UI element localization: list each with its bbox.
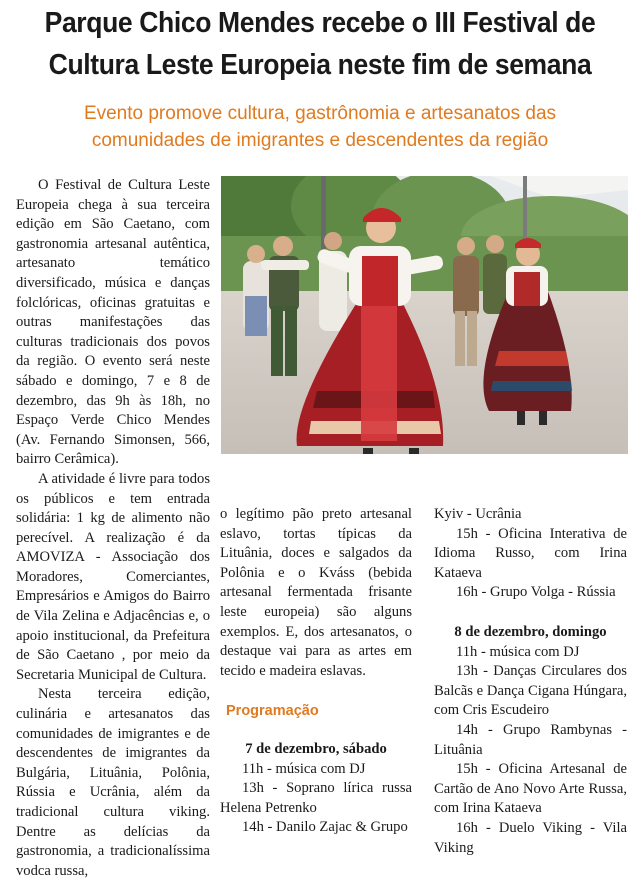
body-paragraph-1: O Festival de Cultura Leste Europeia chega à sua terceira edição em São Caetano, com gastronomia artesanal autêntica, artesanato temático diversificado, música e danças folclóricas, oficinas gratuitas e outras manifestações das culturas tradicionais dos povos da região. O evento será neste sábado e domingo, 7 e 8 de dezembro, das 9h às 18h, no Espaço Verde Chico Mendes (Av. Fernando Simonsen, 566, bairro Cerâmica).: [16, 177, 210, 468]
day2-item-2: 13h - Danças Circulares dos Balcãs e Dança Cigana Húngara, com Cris Escudeiro: [434, 663, 627, 719]
day2-item-1: 11h - música com DJ: [456, 643, 580, 660]
headline-line-1: Parque Chico Mendes recebe o III Festival de: [44, 7, 596, 39]
day1-heading: 7 de dezembro, sábado: [245, 740, 387, 757]
headline: [22, 2, 617, 86]
day2-item-4: 15h - Oficina Artesanal de Cartão de Ano Novo Arte Russa, com Irina Kataeva: [434, 761, 627, 817]
day2-item-5: 16h - Duelo Viking - Vila Viking: [434, 819, 627, 856]
body-paragraph-2: A atividade é livre para todos os públicos e tem entrada solidária: 1 kg de alimento não perecível. A realização é da AMOVIZA - Associação dos Moradores, Comerciantes, Empresários e Amigos do Bairro de Vila Zelina e Adjacências e, o apoio institucional, da Prefeitura de São Caetano , por meio da Secretaria Municipal de Cultura.: [16, 470, 210, 683]
day1-item-5: 16h - Grupo Volga - Rússia: [456, 584, 616, 601]
day1-item-3-continued: Kyiv - Ucrânia: [434, 506, 522, 522]
headline-line-2: Cultura Leste Europeia neste fim de semana: [48, 49, 592, 81]
day2-item-3: 14h - Grupo Rambynas - Lituânia: [434, 721, 627, 758]
subheadline-line-2: comunidades de imigrantes e descendentes da região: [91, 130, 549, 151]
body-paragraph-4: o legítimo pão preto artesanal eslavo, tortas típicas da Lituânia, doces e salgados da Polônia e o Kváss (bebida artesanal fermentada frisante leste europeia) são alguns exemplos. E, dos artesanatos, o destaque vai para as artes em tecido e madeira eslavas.: [220, 506, 412, 679]
day2-heading: 8 de dezembro, domingo: [454, 623, 607, 640]
day1-item-2: 13h - Soprano lírica russa Helena Petrenko: [220, 780, 412, 816]
day1-item-3: 14h - Danilo Zajac & Grupo: [242, 819, 408, 836]
column-3: [434, 505, 627, 858]
subheadline: [0, 100, 640, 154]
day1-item-1: 11h - música com DJ: [242, 760, 366, 777]
column-1: [16, 176, 210, 881]
column-2: [220, 505, 412, 838]
body-paragraph-3: Nesta terceira edição, culinária e artesanatos das comunidades de imigrantes e de descendentes de imigrantes da Bulgária, Lituânia, Polônia, Rússia e Ucrânia, além da tradicional cultura viking. Dentre as delícias da gastronomia, a tradicionalíssima vodca russa,: [16, 686, 210, 879]
folk-dancers-photo: [221, 176, 628, 454]
subheadline-line-1: Evento promove cultura, gastrônomia e artesanatos das: [83, 103, 557, 124]
day1-item-4: 15h - Oficina Interativa de Idioma Russo, com Irina Kataeva: [434, 525, 627, 581]
program-heading: Programação: [226, 703, 319, 720]
